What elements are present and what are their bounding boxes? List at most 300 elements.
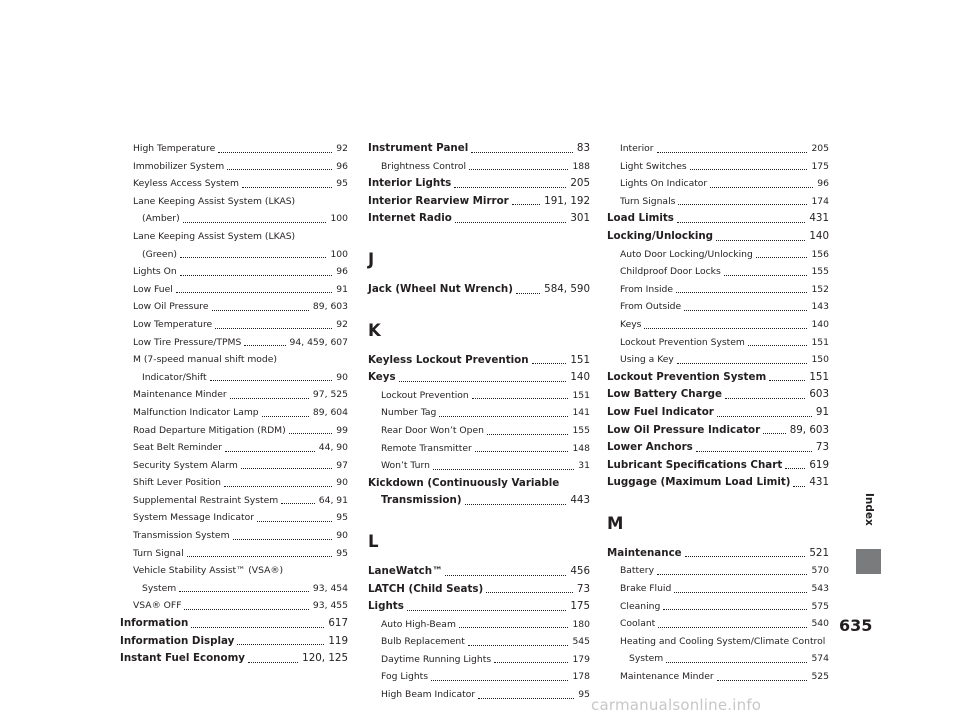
index-subentry [368, 440, 590, 458]
index-entry [120, 615, 348, 633]
page-reference-link[interactable]: 545 [572, 636, 590, 648]
page-reference-link[interactable]: 574 [811, 653, 829, 665]
dot-leader [241, 468, 332, 469]
index-subentry [120, 193, 348, 211]
index-subentry-continued [120, 580, 348, 598]
dot-leader [469, 169, 568, 170]
dot-leader [710, 187, 813, 188]
dot-leader [756, 257, 808, 258]
entry-title: Low Fuel Indicator [607, 405, 714, 418]
dot-leader [233, 539, 333, 540]
dot-leader [676, 292, 807, 293]
entry-title: VSA® OFF [133, 600, 182, 612]
entry-title: Battery [620, 565, 655, 577]
dot-leader [725, 398, 805, 399]
page-reference-link[interactable]: 97, 525 [312, 389, 348, 401]
index-subentry [368, 686, 590, 704]
dot-leader [225, 451, 315, 452]
index-subentry [120, 545, 348, 563]
index-column-2 [368, 140, 590, 704]
index-entry [607, 369, 829, 387]
page-reference-link[interactable]: 90 [336, 477, 348, 489]
page-reference-link[interactable]: 94, 459, 607 [289, 336, 348, 348]
entry-title: Internet Radio [368, 212, 452, 225]
page-reference-link[interactable]: 99 [336, 424, 348, 436]
index-subentry [607, 316, 829, 334]
entry-title: Road Departure Mitigation (RDM) [133, 424, 286, 436]
entry-title: High Beam Indicator [381, 689, 476, 701]
dot-leader [644, 328, 807, 329]
page-reference-link[interactable]: 191, 192 [544, 194, 590, 207]
dot-leader [486, 592, 573, 593]
index-subentry [368, 633, 590, 651]
entry-title: Low Battery Charge [607, 388, 723, 401]
index-subentry [607, 158, 829, 176]
entry-title: Seat Belt Reminder [133, 442, 222, 454]
dot-leader [187, 556, 333, 557]
entry-title: Supplemental Restraint System [133, 494, 279, 506]
page-reference-link[interactable]: 95 [336, 512, 348, 524]
dot-leader [242, 187, 332, 188]
page-reference-link[interactable]: 96 [336, 160, 348, 172]
dot-leader [459, 627, 569, 628]
dot-leader [179, 591, 309, 592]
dot-leader [281, 503, 315, 504]
dot-leader [468, 645, 569, 646]
page-reference-link[interactable]: 95 [578, 689, 590, 701]
entry-title: Low Fuel [133, 283, 173, 295]
dot-leader [454, 187, 566, 188]
index-subentry-continued [120, 246, 348, 264]
entry-title: Maintenance Minder [133, 389, 227, 401]
index-entry [607, 545, 829, 563]
dot-leader [724, 275, 808, 276]
index-subentry [120, 527, 348, 545]
dot-leader [471, 152, 573, 153]
page-reference-link[interactable]: 619 [809, 458, 829, 471]
dot-leader [512, 204, 540, 205]
entry-title: Low Oil Pressure Indicator [607, 423, 761, 436]
entry-title: Locking/Unlocking [607, 229, 714, 242]
index-subentry [607, 351, 829, 369]
index-subentry [607, 246, 829, 264]
dot-leader [690, 169, 808, 170]
index-subentry [368, 457, 590, 475]
index-subentry [368, 387, 590, 405]
page-reference-link[interactable]: 64, 91 [318, 494, 348, 506]
dot-leader [785, 468, 805, 469]
index-entry [368, 369, 590, 387]
dot-leader [487, 434, 569, 435]
dot-leader [257, 521, 332, 522]
dot-leader [176, 292, 332, 293]
index-subentry [368, 422, 590, 440]
page-reference-link[interactable]: 141 [572, 407, 590, 419]
index-subentry [120, 281, 348, 299]
entry-title: System Message Indicator [133, 512, 254, 524]
index-letter-heading: M [607, 513, 624, 533]
index-subentry-continued [120, 369, 348, 387]
dot-leader [475, 451, 569, 452]
entry-title: Cleaning [620, 600, 661, 612]
entry-title: Indicator/Shift [142, 371, 207, 383]
page-reference-link[interactable]: 584, 590 [544, 282, 590, 295]
index-entry [607, 386, 829, 404]
page-reference-link[interactable]: 521 [809, 546, 829, 559]
page-reference-link[interactable]: 89, 603 [789, 423, 829, 436]
dot-leader [494, 662, 568, 663]
entry-title: (Green) [142, 248, 177, 260]
entry-title: Interior [620, 143, 654, 154]
index-subentry [607, 281, 829, 299]
entry-title: Lane Keeping Assist System (LKAS) [133, 195, 296, 207]
entry-title: Lane Keeping Assist System (LKAS) [133, 230, 296, 242]
entry-title: Low Oil Pressure [133, 301, 209, 313]
page-reference-link[interactable]: 178 [572, 671, 590, 683]
page-reference-link[interactable]: 174 [811, 195, 829, 207]
index-entry [607, 228, 829, 246]
dot-leader [532, 363, 567, 364]
page-reference-link[interactable]: 301 [570, 212, 590, 225]
dot-leader [227, 169, 332, 170]
page-reference-link[interactable]: 179 [572, 653, 590, 665]
dot-leader [433, 469, 574, 470]
page-reference-link[interactable]: 205 [811, 143, 829, 154]
page-reference-link[interactable]: 89, 604 [312, 406, 348, 418]
page-reference-link[interactable]: 188 [572, 160, 590, 172]
entry-title: Security System Alarm [133, 459, 238, 471]
page-reference-link[interactable]: 603 [809, 388, 829, 401]
page-reference-link[interactable]: 100 [330, 248, 348, 260]
index-entry [368, 281, 590, 299]
entry-title: Keyless Lockout Prevention [368, 353, 529, 366]
dot-leader [399, 381, 567, 382]
page-reference-link[interactable]: 140 [809, 229, 829, 242]
entry-title: Maintenance Minder [620, 671, 714, 683]
index-entry [607, 439, 829, 457]
index-subentry [120, 457, 348, 475]
entry-title: From Outside [620, 301, 682, 313]
index-letter-heading: K [368, 320, 381, 340]
index-entry-continued [368, 492, 590, 510]
dot-leader [678, 204, 807, 205]
entry-title: Lights On Indicator [620, 178, 708, 190]
page-reference-link[interactable]: 93, 454 [312, 582, 348, 594]
entry-title: Auto Door Locking/Unlocking [620, 248, 753, 260]
index-entry [607, 210, 829, 228]
page-reference-link[interactable]: 431 [809, 212, 829, 225]
dot-leader [183, 222, 327, 223]
entry-title: System [629, 653, 664, 665]
entry-title: Interior Rearview Mirror [368, 194, 509, 207]
dot-leader [180, 275, 333, 276]
page-reference-link[interactable]: 443 [570, 494, 590, 507]
index-entry [368, 581, 590, 599]
entry-title: Kickdown (Continuously Variable [368, 476, 560, 489]
index-subentry [120, 158, 348, 176]
dot-leader [478, 698, 574, 699]
page-reference-link[interactable]: 119 [328, 634, 348, 647]
index-subentry [120, 509, 348, 527]
index-letter-heading: J [368, 249, 375, 269]
entry-title: (Amber) [142, 213, 180, 225]
entry-title: Interior Lights [368, 177, 452, 190]
dot-leader [769, 380, 805, 381]
index-subentry [120, 404, 348, 422]
page-reference-link[interactable]: 175 [570, 600, 590, 613]
page-reference-link[interactable]: 155 [572, 424, 590, 436]
index-entry [368, 352, 590, 370]
index-subentry [120, 334, 348, 352]
entry-title: Low Temperature [133, 318, 213, 330]
entry-title: Lights On [133, 266, 177, 278]
page-reference-link[interactable]: 151 [572, 389, 590, 401]
index-subentry [120, 439, 348, 457]
dot-leader [674, 592, 807, 593]
dot-leader [465, 504, 567, 505]
entry-title: Fog Lights [381, 671, 429, 683]
index-subentry [120, 597, 348, 615]
page-reference-link[interactable]: 431 [809, 476, 829, 489]
index-subentry [607, 334, 829, 352]
page-reference-link[interactable]: 151 [811, 336, 829, 348]
index-subentry [368, 158, 590, 176]
dot-leader [657, 152, 808, 153]
entry-title: System [142, 582, 177, 594]
page-reference-link[interactable]: 205 [570, 177, 590, 190]
entry-title: Instant Fuel Economy [120, 652, 246, 665]
dot-leader [663, 609, 807, 610]
page-reference-link[interactable]: 151 [570, 353, 590, 366]
page-reference-link[interactable]: 83 [576, 142, 590, 154]
page-reference-link[interactable]: 90 [336, 371, 348, 383]
entry-title: Turn Signals [620, 195, 676, 207]
page-reference-link[interactable]: 96 [336, 266, 348, 278]
dot-leader [445, 575, 566, 576]
entry-title: Keyless Access System [133, 178, 239, 190]
entry-title: Shift Lever Position [133, 477, 221, 489]
entry-title: Luggage (Maximum Load Limit) [607, 476, 791, 489]
page-reference-link[interactable]: 175 [811, 160, 829, 172]
entry-title: Lockout Prevention System [607, 370, 767, 383]
entry-title: Coolant [620, 618, 656, 630]
page-reference-link[interactable]: 155 [811, 266, 829, 278]
entry-title: From Inside [620, 283, 674, 295]
index-side-tab[interactable]: Index [863, 493, 875, 526]
entry-title: Load Limits [607, 212, 674, 225]
dot-leader [657, 574, 807, 575]
index-letter-heading: L [368, 531, 379, 551]
index-subentry [607, 615, 829, 633]
index-subentry [607, 175, 829, 193]
index-subentry [120, 316, 348, 334]
dot-leader [716, 240, 805, 241]
page-reference-link[interactable]: 120, 125 [302, 652, 348, 665]
dot-leader [658, 627, 807, 628]
entry-title: Jack (Wheel Nut Wrench) [368, 282, 513, 295]
index-entry [607, 457, 829, 475]
dot-leader [191, 627, 324, 628]
section-marker [856, 549, 881, 574]
entry-title: High Temperature [133, 143, 216, 154]
entry-title: Keys [368, 371, 396, 384]
entry-title: Auto High-Beam [381, 618, 456, 630]
entry-title: Number Tag [381, 407, 437, 419]
dot-leader [407, 610, 567, 611]
entry-title: Bulb Replacement [381, 636, 465, 648]
dot-leader [210, 380, 333, 381]
page-reference-link[interactable]: 91 [336, 283, 348, 295]
index-subentry [120, 386, 348, 404]
page-reference-link[interactable]: 44, 90 [318, 442, 348, 454]
dot-leader [685, 556, 806, 557]
dot-leader [684, 310, 807, 311]
watermark: carmanualsonline.info [591, 696, 762, 714]
page-reference-link[interactable]: 575 [811, 600, 829, 612]
page-reference-link[interactable]: 96 [817, 178, 829, 190]
index-entry [368, 563, 590, 581]
index-entry [607, 422, 829, 440]
page-reference-link[interactable]: 151 [809, 370, 829, 383]
dot-leader [677, 222, 805, 223]
index-subentry [120, 228, 348, 246]
index-subentry-continued [120, 210, 348, 228]
page-reference-link[interactable]: 570 [811, 565, 829, 577]
index-entry [120, 650, 348, 668]
entry-title: Transmission) [381, 494, 462, 507]
page-reference-link[interactable]: 89, 603 [312, 301, 348, 313]
page-reference-link[interactable]: 31 [578, 460, 590, 472]
page-reference-link[interactable]: 95 [336, 547, 348, 559]
index-subentry [368, 651, 590, 669]
index-subentry [607, 668, 829, 686]
dot-leader [224, 486, 332, 487]
dot-leader [472, 398, 569, 399]
page-reference-link[interactable]: 525 [811, 671, 829, 683]
index-subentry [368, 404, 590, 422]
dot-leader [516, 293, 540, 294]
entry-title: LATCH (Child Seats) [368, 582, 484, 595]
dot-leader [180, 257, 326, 258]
page-reference-link[interactable]: 150 [811, 354, 829, 366]
page-reference-link[interactable]: 73 [815, 441, 829, 454]
index-entry [607, 404, 829, 422]
index-subentry [607, 298, 829, 316]
index-subentry [120, 474, 348, 492]
index-subentry [607, 562, 829, 580]
page-reference-link[interactable]: 617 [328, 617, 348, 630]
page-reference-link[interactable]: 140 [570, 371, 590, 384]
page-reference-link[interactable]: 143 [811, 301, 829, 313]
page-reference-link[interactable]: 456 [570, 564, 590, 577]
page-reference-link[interactable]: 92 [336, 318, 348, 330]
index-subentry [607, 580, 829, 598]
index-subentry-continued [607, 650, 829, 668]
page-reference-link[interactable]: 91 [815, 405, 829, 418]
index-subentry [607, 140, 829, 158]
entry-title: M (7-speed manual shift mode) [133, 354, 277, 366]
index-subentry [120, 492, 348, 510]
entry-title: Lights [368, 600, 404, 613]
page-reference-link[interactable]: 100 [330, 213, 348, 225]
entry-title: Transmission System [133, 530, 230, 542]
entry-title: Rear Door Won’t Open [381, 424, 484, 436]
entry-title: Maintenance [607, 546, 682, 559]
page-reference-link[interactable]: 543 [811, 583, 829, 595]
dot-leader [431, 680, 568, 681]
index-subentry [120, 298, 348, 316]
index-entry [120, 633, 348, 651]
index-subentry [120, 422, 348, 440]
page-reference-link[interactable]: 92 [336, 143, 348, 154]
entry-title: Lower Anchors [607, 441, 693, 454]
entry-title: Lockout Prevention System [620, 336, 745, 348]
page-reference-link[interactable]: 95 [336, 178, 348, 190]
page-reference-link[interactable]: 540 [811, 618, 829, 630]
entry-title: Using a Key [620, 354, 674, 366]
entry-title: Childproof Door Locks [620, 266, 721, 278]
index-subentry [120, 263, 348, 281]
index-subentry [607, 193, 829, 211]
dot-leader [455, 222, 567, 223]
dot-leader [717, 416, 812, 417]
page-reference-link[interactable]: 156 [811, 248, 829, 260]
page-reference-link[interactable]: 180 [572, 618, 590, 630]
index-entry [368, 140, 590, 158]
entry-title: Won’t Turn [381, 460, 430, 472]
index-entry [368, 175, 590, 193]
index-subentry [368, 616, 590, 634]
dot-leader [289, 433, 333, 434]
dot-leader [230, 398, 309, 399]
entry-title: Daytime Running Lights [381, 653, 492, 665]
page-reference-link[interactable]: 73 [576, 582, 590, 595]
dot-leader [244, 345, 285, 346]
entry-title: Information [120, 617, 189, 630]
page-number: 635 [839, 616, 873, 635]
entry-title: LaneWatch™ [368, 564, 443, 577]
entry-title: Vehicle Stability Assist™ (VSA®) [133, 565, 284, 577]
dot-leader [262, 416, 309, 417]
page-reference-link[interactable]: 90 [336, 530, 348, 542]
page-reference-link[interactable]: 152 [811, 283, 829, 295]
dot-leader [439, 416, 568, 417]
entry-title: Brightness Control [381, 160, 467, 172]
dot-leader [248, 662, 298, 663]
entry-title: Brake Fluid [620, 583, 672, 595]
dot-leader [717, 680, 808, 681]
entry-title: Heating and Cooling System/Climate Control [620, 635, 826, 647]
index-subentry [607, 633, 829, 651]
dot-leader [677, 363, 808, 364]
page-reference-link[interactable]: 140 [811, 318, 829, 330]
dot-leader [184, 609, 308, 610]
entry-title: Malfunction Indicator Lamp [133, 406, 259, 418]
page-reference-link[interactable]: 97 [336, 459, 348, 471]
entry-title: Information Display [120, 634, 235, 647]
index-entry [368, 193, 590, 211]
entry-title: Remote Transmitter [381, 442, 472, 454]
entry-title: Turn Signal [133, 547, 184, 559]
dot-leader [215, 328, 332, 329]
entry-title: Light Switches [620, 160, 687, 172]
page-reference-link[interactable]: 93, 455 [312, 600, 348, 612]
index-subentry [120, 562, 348, 580]
page-reference-link[interactable]: 148 [572, 442, 590, 454]
dot-leader [793, 486, 805, 487]
index-subentry [120, 351, 348, 369]
dot-leader [696, 451, 812, 452]
